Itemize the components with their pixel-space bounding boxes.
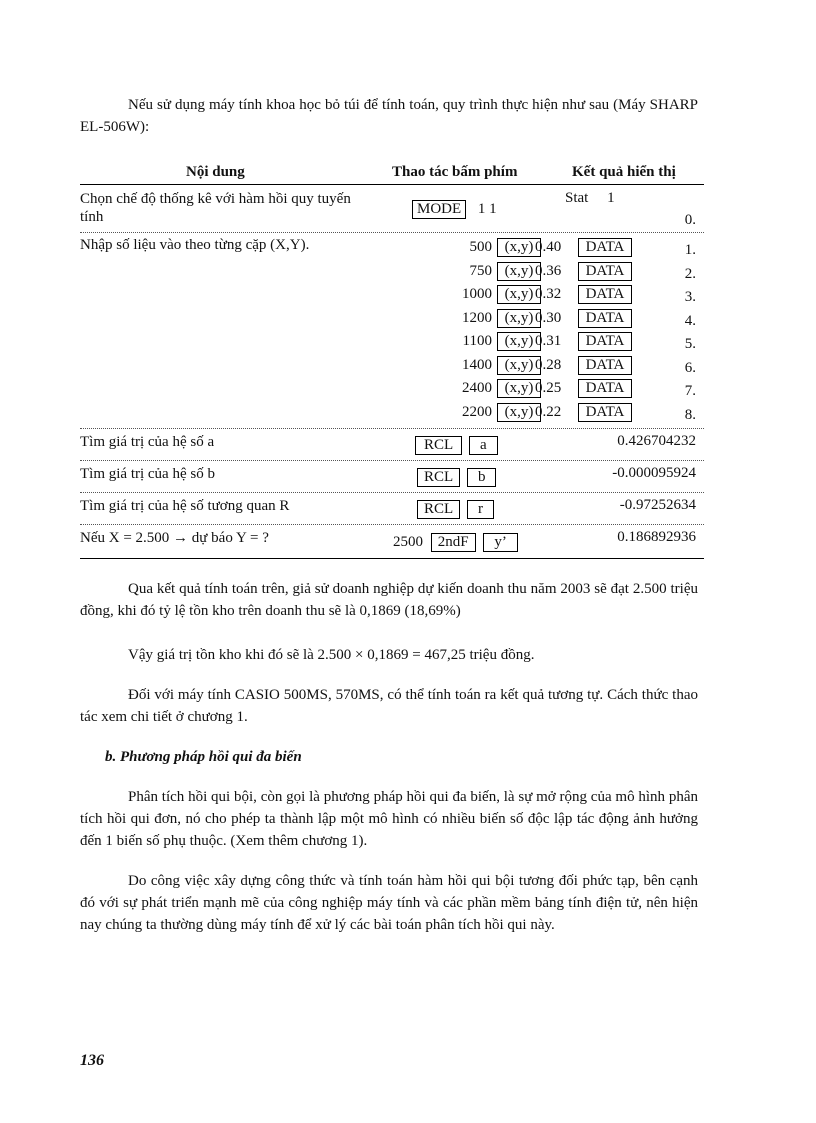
row-content: Nhập số liệu vào theo từng cặp (X,Y). [80, 237, 310, 253]
data-key: DATA [578, 238, 632, 257]
y-value: 0.40 [535, 239, 562, 255]
row-content: Chọn chế độ thống kê với hàm hồi quy tuyến tính [80, 191, 351, 225]
data-entry-line [380, 356, 625, 378]
paragraph-multiple-regression: Phân tích hồi qui bội, còn gọi là phương pháp hồi qui đa biến, là sự mở rộng của mô hình phân tích hồi qui đơn, nó cho phép ta thành lập một mô hình có nhiều biến số độc lập tác động ảnh hưởng đến 1 biến số phụ thuộc. (Xem thêm chương 1). [80, 789, 698, 849]
header-content: Nội dung [186, 164, 245, 180]
entry-result: 7. [684, 383, 696, 399]
row-keystrokes [417, 468, 496, 487]
table-row [80, 460, 704, 493]
header-keystrokes: Thao tác bấm phím [392, 164, 518, 180]
data-entry-line [380, 403, 625, 425]
entry-result: 5. [684, 336, 696, 352]
xy-key: (x,y) [497, 356, 541, 375]
paragraph-software: Do công việc xây dựng công thức và tính toán hàm hồi qui bội tương đối phức tạp, bên cạnh đó với sự phát triển mạnh mẽ của công nghiệp máy tính và các phần mềm bảng tính điện tử, nên hiện nay chúng ta thường dùng máy tính để xử lý các bài toán phân tích hồi qui này. [80, 873, 698, 933]
xy-key: (x,y) [497, 379, 541, 398]
x-value: 750 [469, 262, 492, 279]
row-keystrokes [415, 436, 498, 455]
data-key: DATA [578, 379, 632, 398]
r-key: r [467, 500, 494, 519]
xy-key: (x,y) [497, 309, 541, 328]
table-row [80, 492, 704, 525]
paragraph-inventory: Vậy giá trị tồn kho khi đó sẽ là 2.500 × 0,1869 = 467,25 triệu đồng. [128, 647, 535, 663]
entry-result: 2. [684, 265, 696, 282]
data-key: DATA [578, 285, 632, 304]
page-number: 136 [80, 1052, 104, 1069]
data-key: DATA [578, 332, 632, 351]
xy-key: (x,y) [497, 262, 541, 281]
key-prefix: 2500 [393, 534, 423, 550]
table-row [80, 186, 704, 233]
section-heading: b. Phương pháp hồi qui đa biến [105, 749, 302, 765]
table-row [80, 232, 704, 429]
rcl-key: RCL [417, 468, 460, 487]
data-key: DATA [578, 403, 632, 422]
row-result: 0.186892936 [617, 529, 696, 545]
row-content: Tìm giá trị của hệ số tương quan R [80, 498, 290, 514]
header-result: Kết quả hiển thị [572, 164, 676, 180]
entry-result: 8. [684, 406, 696, 423]
data-key: DATA [578, 262, 632, 281]
entry-result: 6. [684, 359, 696, 376]
row-content: Tìm giá trị của hệ số b [80, 466, 215, 482]
table-header [80, 162, 704, 185]
row-content: Tìm giá trị của hệ số a [80, 434, 215, 450]
x-value: 2400 [462, 380, 492, 396]
xy-key: (x,y) [497, 285, 541, 304]
y-value: 0.32 [535, 286, 562, 302]
row-keystrokes [412, 200, 497, 219]
y-value: 0.31 [535, 333, 562, 349]
key-suffix: 1 1 [477, 201, 497, 217]
data-entry-line [380, 379, 625, 401]
y-value: 0.25 [535, 380, 562, 396]
entry-result: 1. [684, 242, 696, 258]
x-value: 1200 [462, 309, 492, 326]
table-row [80, 524, 704, 559]
data-entry-line [380, 332, 625, 354]
entry-result: 3. [684, 289, 696, 305]
data-entry-line [380, 285, 625, 307]
data-key: DATA [578, 309, 632, 328]
row-keystrokes [417, 500, 494, 519]
x-value: 500 [469, 239, 492, 255]
rcl-key: RCL [415, 436, 462, 455]
y-value: 0.36 [535, 262, 562, 279]
xy-key: (x,y) [497, 403, 541, 422]
x-value: 1000 [462, 286, 492, 302]
a-key: a [469, 436, 498, 455]
x-value: 1400 [462, 356, 492, 373]
y-value: 0.30 [535, 309, 562, 326]
y-prime-key: y’ [483, 533, 518, 552]
rcl-key: RCL [417, 500, 460, 519]
xy-key: (x,y) [497, 332, 541, 351]
x-value: 2200 [462, 403, 492, 420]
y-value: 0.22 [535, 403, 562, 420]
row-result: 0. [684, 212, 696, 228]
row-keystrokes [393, 533, 518, 552]
x-value: 1100 [462, 333, 492, 349]
row-content: Nếu X = 2.500 → dự báo Y = ? [80, 530, 269, 546]
row-result: -0.000095924 [612, 465, 696, 481]
result-stat: Stat 1 [565, 190, 615, 206]
b-key: b [467, 468, 497, 487]
paragraph-casio: Đối với máy tính CASIO 500MS, 570MS, có thể tính toán ra kết quả tương tự. Cách thức thao tác xem chi tiết ở chương 1. [80, 687, 698, 725]
row-result: 0.426704232 [617, 433, 696, 449]
mode-key: MODE [412, 200, 466, 219]
intro-paragraph: Nếu sử dụng máy tính khoa học bỏ túi để tính toán, quy trình thực hiện như sau (Máy SHARP EL-506W): [80, 97, 698, 135]
row-result: -0.97252634 [619, 497, 696, 513]
data-entry-line [380, 238, 625, 260]
xy-key: (x,y) [497, 238, 541, 257]
table-row [80, 428, 704, 461]
data-entry-line [380, 309, 625, 331]
2ndf-key: 2ndF [431, 533, 476, 552]
data-entry-line [380, 262, 625, 284]
paragraph-forecast: Qua kết quả tính toán trên, giả sử doanh nghiệp dự kiến doanh thu năm 2003 sẽ đạt 2.500 triệu đồng, khi đó tỷ lệ tồn kho trên doanh thu sẽ là 0,1869 (18,69%) [80, 581, 698, 619]
entry-result: 4. [684, 312, 696, 329]
data-key: DATA [578, 356, 632, 375]
y-value: 0.28 [535, 356, 562, 373]
